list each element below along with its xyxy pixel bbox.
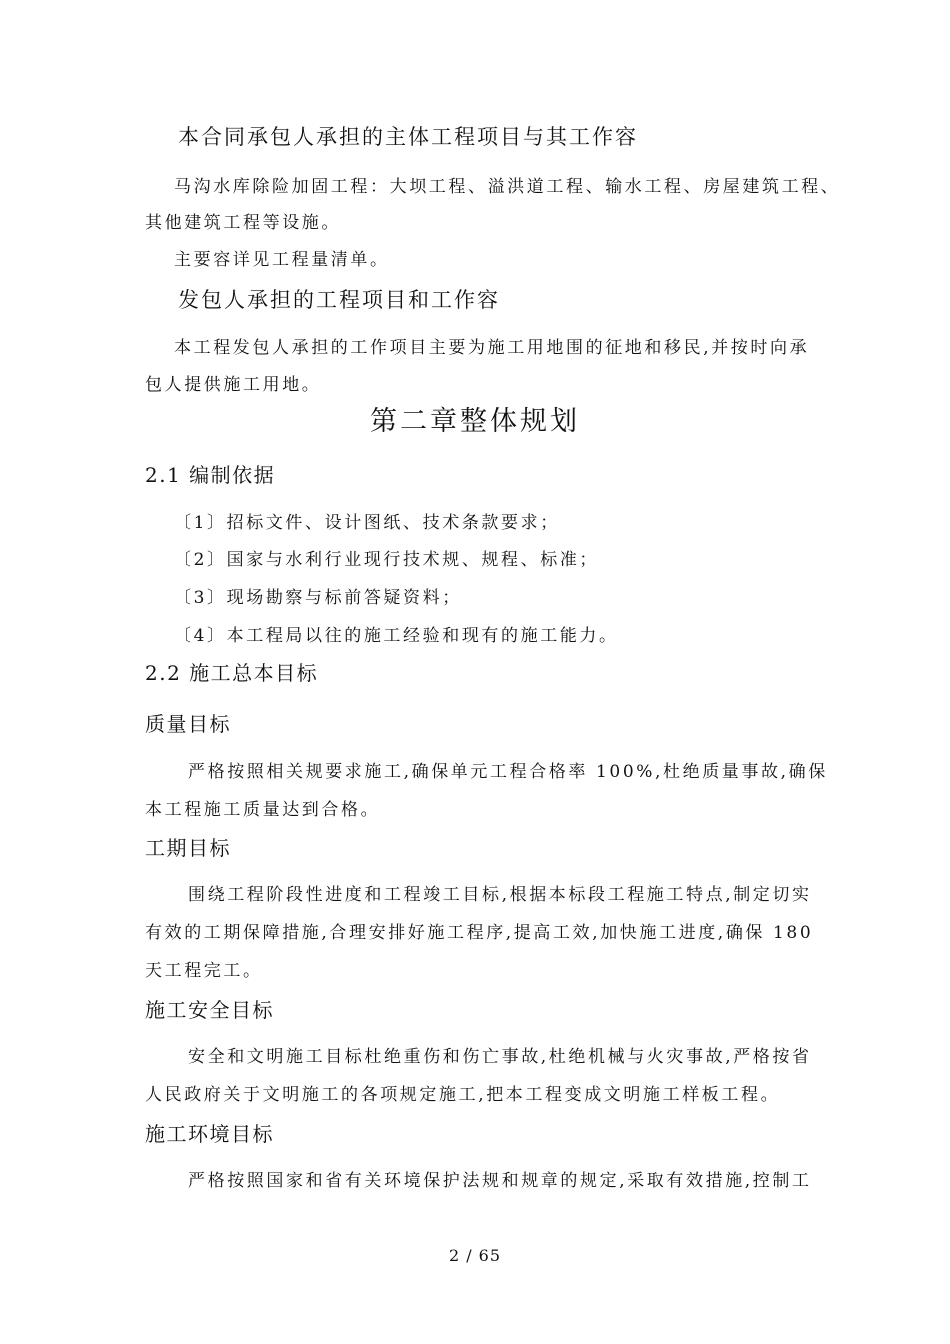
paragraph-line: 严格按照相关规要求施工,确保单元工程合格率 100%,杜绝质量事故,确保 — [188, 762, 828, 782]
chapter-title: 第二章整体规划 — [370, 406, 580, 437]
paragraph-line: 其他建筑工程等设施。 — [145, 213, 341, 233]
list-item: 〔1〕招标文件、设计图纸、技术条款要求； — [174, 513, 560, 533]
section-heading-contractor-works: 本合同承包人承担的主体工程项目与其工作容 — [178, 125, 638, 149]
paragraph-line: 严格按照国家和省有关环境保护法规和规章的规定,采取有效措施,控制工 — [188, 1171, 812, 1191]
section-heading-2-1: 2.1 编制依据 — [145, 463, 276, 487]
paragraph-line: 本工程施工质量达到合格。 — [145, 800, 381, 820]
list-item: 〔3〕现场勘察与标前答疑资料； — [174, 588, 462, 608]
paragraph-line: 有效的工期保障措施,合理安排好施工程序,提高工效,加快施工进度,确保 180 — [145, 923, 814, 943]
subheading-quality: 质量目标 — [145, 712, 231, 736]
paragraph-line: 马沟水库除险加固工程：大坝工程、溢洪道工程、输水工程、房屋建筑工程、 — [174, 177, 841, 197]
subheading-schedule: 工期目标 — [145, 836, 231, 860]
paragraph-line: 围绕工程阶段性进度和工程竣工目标,根据本标段工程施工特点,制定切实 — [188, 885, 812, 905]
paragraph-line: 天工程完工。 — [145, 961, 263, 981]
paragraph-line: 人民政府关于文明施工的各项规定施工,把本工程变成文明施工样板工程。 — [145, 1085, 781, 1105]
paragraph-line: 主要容详见工程量清单。 — [174, 250, 390, 270]
page-number: 2 / 65 — [448, 1246, 502, 1265]
section-heading-2-2: 2.2 施工总本目标 — [145, 661, 319, 685]
list-item: 〔4〕本工程局以往的施工经验和现有的施工能力。 — [174, 626, 619, 646]
paragraph-line: 本工程发包人承担的工作项目主要为施工用地围的征地和移民,并按时向承 — [174, 338, 810, 358]
list-item: 〔2〕国家与水利行业现行技术规、规程、标准； — [174, 550, 600, 570]
paragraph-line: 安全和文明施工目标杜绝重伤和伤亡事故,杜绝机械与火灾事故,严格按省 — [188, 1047, 812, 1067]
paragraph-line: 包人提供施工用地。 — [145, 375, 322, 395]
section-heading-employer-works: 发包人承担的工程项目和工作容 — [178, 288, 500, 312]
subheading-safety: 施工安全目标 — [145, 998, 274, 1022]
subheading-environment: 施工环境目标 — [145, 1122, 274, 1146]
